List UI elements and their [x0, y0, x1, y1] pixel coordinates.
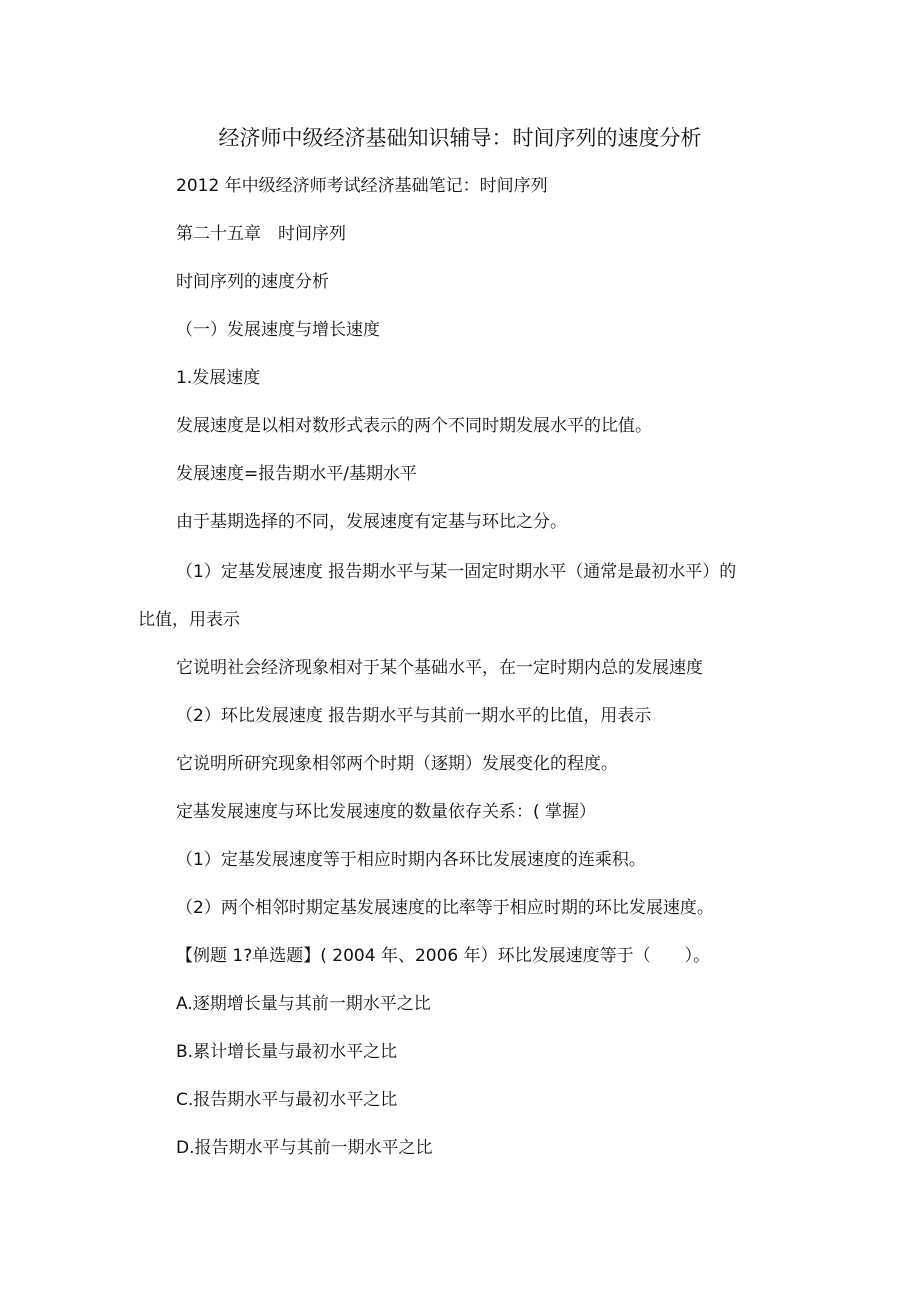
paragraph-notes-heading: 2012 年中级经济师考试经济基础笔记：时间序列 — [176, 176, 548, 196]
paragraph-example-question: 【例题 1?单选题】( 2004 年、2006 年）环比发展速度等于（ ）。 — [176, 946, 711, 966]
paragraph-chain-explain: 它说明所研究现象相邻两个时期（逐期）发展变化的程度。 — [176, 754, 618, 774]
paragraph-fixed-base-speed: （1）定基发展速度 报告期水平与某一固定时期水平（通常是最初水平）的 — [176, 562, 737, 582]
document-title: 经济师中级经济基础知识辅导：时间序列的速度分析 — [218, 126, 702, 150]
paragraph-chapter: 第二十五章 时间序列 — [176, 224, 346, 244]
paragraph-fixed-base-speed-cont: 比值，用表示 — [138, 610, 240, 630]
option-b: B.累计增长量与最初水平之比 — [176, 1042, 398, 1062]
paragraph-item-1: 1.发展速度 — [176, 368, 261, 388]
paragraph-definition: 发展速度是以相对数形式表示的两个不同时期发展水平的比值。 — [176, 416, 652, 436]
paragraph-section-title: 时间序列的速度分析 — [176, 272, 329, 292]
paragraph-relationship-2: （2）两个相邻时期定基发展速度的比率等于相应时期的环比发展速度。 — [176, 898, 714, 918]
paragraph-relationship: 定基发展速度与环比发展速度的数量依存关系：( 掌握） — [176, 802, 597, 822]
paragraph-subsection-1: （一）发展速度与增长速度 — [176, 320, 380, 340]
paragraph-base-selection: 由于基期选择的不同，发展速度有定基与环比之分。 — [176, 512, 567, 532]
option-d: D.报告期水平与其前一期水平之比 — [176, 1138, 433, 1158]
paragraph-chain-speed: （2）环比发展速度 报告期水平与其前一期水平的比值，用表示 — [176, 706, 652, 726]
option-a: A.逐期增长量与其前一期水平之比 — [176, 994, 431, 1014]
paragraph-relationship-1: （1）定基发展速度等于相应时期内各环比发展速度的连乘积。 — [176, 850, 646, 870]
paragraph-fixed-base-explain: 它说明社会经济现象相对于某个基础水平，在一定时期内总的发展速度 — [176, 658, 703, 678]
paragraph-formula: 发展速度=报告期水平/基期水平 — [176, 464, 417, 484]
option-c: C.报告期水平与最初水平之比 — [176, 1090, 398, 1110]
